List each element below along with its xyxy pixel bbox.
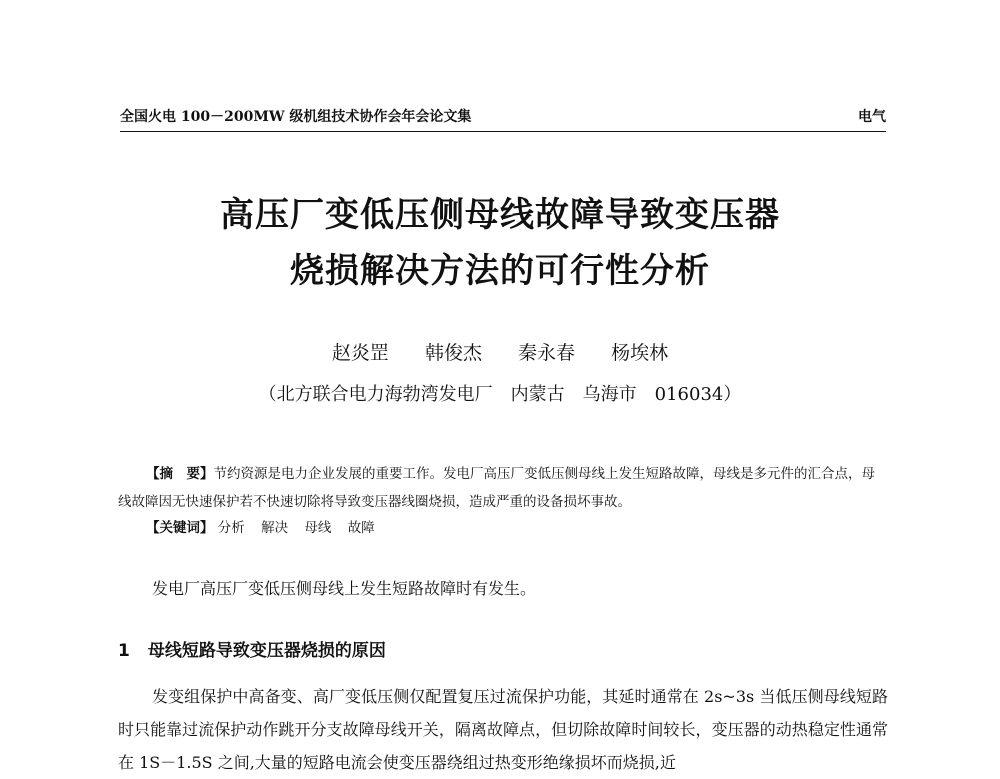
author-name: 杨埃林 bbox=[611, 342, 669, 364]
header-proceedings-title: 全国火电 100－200MW 级机组技术协作会年会论文集 bbox=[120, 109, 472, 125]
section-title: 母线短路导致变压器烧损的原因 bbox=[147, 641, 386, 661]
keyword: 分析 bbox=[217, 520, 245, 536]
abstract-text: 节约资源是电力企业发展的重要工作。发电厂高压厂变低压侧母线上发生短路故障，母线是多元件的汇合点，母线故障因无快速保护若不快速切除将导致变压器线圈烧损，造成严重的设备损坏事故。 bbox=[118, 466, 875, 510]
section-paragraph: 发变组保护中高备变、高厂变低压侧仅配置复压过流保护功能，其延时通常在 2s~3s 当低压侧母线短路时只能靠过流保护动作跳开分支故障母线开关，隔离故障点，但切除故障时间较长，变压器的动热稳定性通常在 1S－1.5S 之间,大量的短路电流会使变压器绕组过热变形绝缘损坏而烧损,近 bbox=[118, 687, 888, 772]
keyword: 故障 bbox=[347, 520, 375, 536]
keyword: 母线 bbox=[304, 520, 332, 536]
intro-paragraph: 发电厂高压厂变低压侧母线上发生短路故障时有发生。 bbox=[152, 579, 537, 598]
affiliation: （北方联合电力海勃湾发电厂 内蒙古 乌海市 016034） bbox=[258, 384, 742, 405]
abstract-label: 【摘 要】 bbox=[146, 466, 214, 482]
title-line-2: 烧损解决方法的可行性分析 bbox=[290, 251, 710, 291]
author-name: 秦永春 bbox=[518, 342, 576, 364]
author-list bbox=[0, 338, 1000, 365]
keywords bbox=[146, 516, 387, 536]
section-number: 1 bbox=[118, 641, 130, 661]
abstract bbox=[118, 460, 888, 516]
keyword: 解决 bbox=[261, 520, 289, 536]
title-line-1: 高压厂变低压侧母线故障导致变压器 bbox=[220, 195, 780, 235]
header-category: 电气 bbox=[858, 109, 886, 125]
running-header bbox=[120, 106, 886, 132]
author-name: 韩俊杰 bbox=[424, 342, 482, 364]
author-name: 赵炎罡 bbox=[331, 342, 389, 364]
paper-title bbox=[0, 187, 1000, 299]
section-heading bbox=[118, 636, 386, 661]
keywords-label: 【关键词】 bbox=[146, 520, 214, 536]
